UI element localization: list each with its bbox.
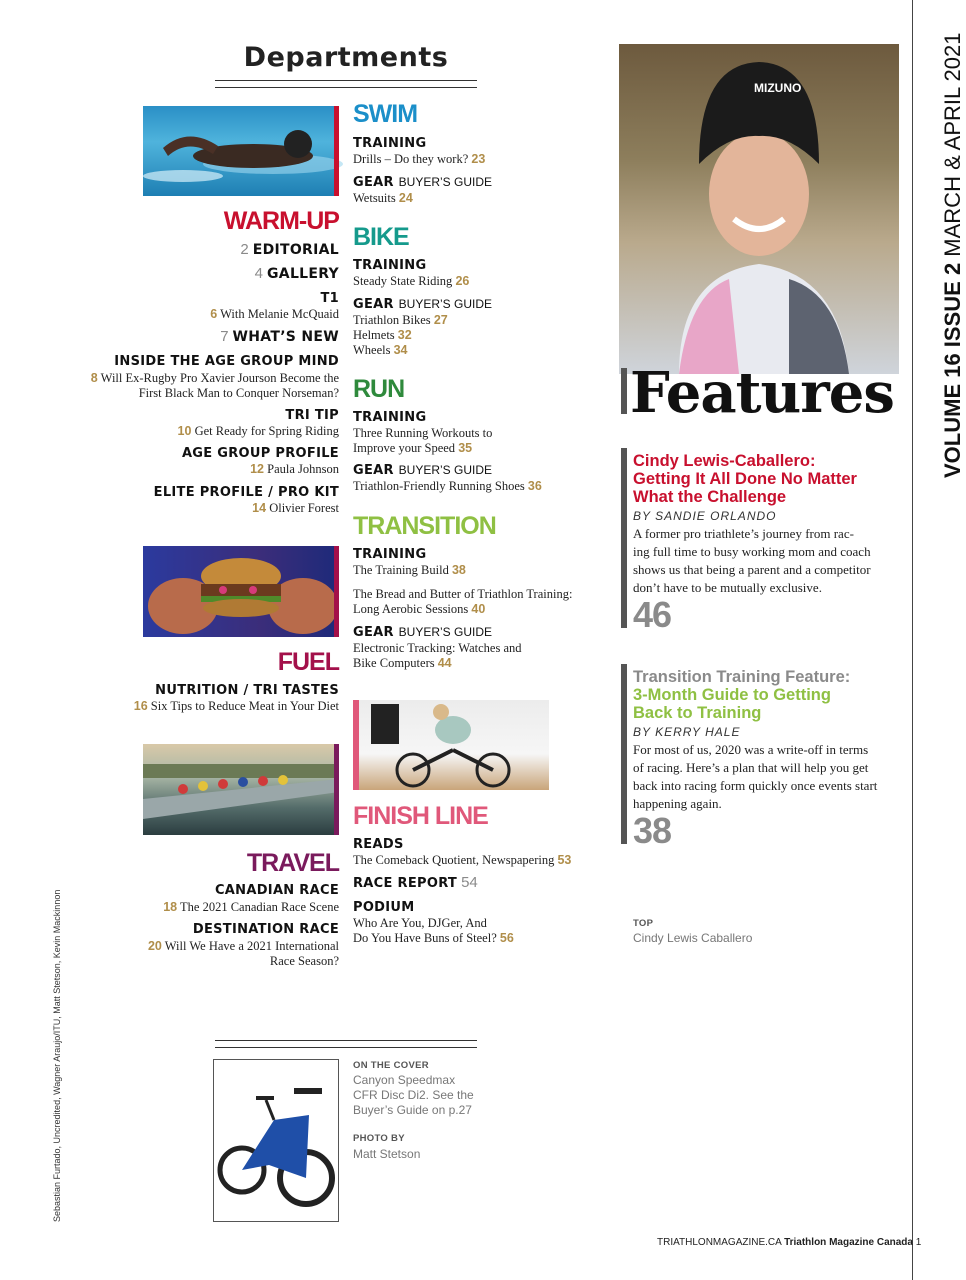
page-number: 54	[461, 874, 478, 891]
body-line: shows us that being a parent and a competitor	[633, 562, 871, 577]
page-number: 4	[254, 265, 264, 282]
elite-heading: ELITE PROFILE / PRO KIT	[153, 485, 339, 500]
photo-by-name: Matt Stetson	[353, 1147, 421, 1161]
destination-text: Race Season?	[269, 954, 339, 968]
item-text: Steady State Riding	[353, 274, 453, 288]
photo-by-label: PHOTO BY	[353, 1133, 405, 1144]
feature-2-body	[633, 741, 903, 813]
gallery-item[interactable]	[255, 265, 339, 283]
podium-item[interactable]	[353, 916, 514, 946]
warmup-heading: WARM-UP	[223, 207, 339, 235]
bike-gear-item[interactable]	[353, 343, 408, 358]
swim-start-photo	[143, 744, 339, 835]
page-number: 2	[240, 241, 249, 258]
feature-1-body	[633, 525, 903, 597]
editorial-label: EDITORIAL	[252, 242, 339, 258]
volume-label: VOLUME 16 ISSUE 2	[940, 262, 965, 478]
canadian-item[interactable]	[163, 900, 339, 915]
transition-training-item[interactable]	[353, 563, 466, 578]
elite-text: Olivier Forest	[269, 501, 339, 515]
swimmer-photo	[143, 106, 339, 196]
nutrition-text: Six Tips to Reduce Meat in Your Diet	[150, 699, 339, 713]
t1-heading: T1	[320, 291, 339, 306]
page-number: 36	[527, 479, 542, 493]
swim-start-illustration	[143, 744, 339, 835]
item-text: The Bread and Butter of Triathlon Training:	[353, 587, 573, 601]
buyers-guide-label: BUYER’S GUIDE	[398, 463, 493, 477]
features-heading: Features	[630, 360, 894, 426]
editorial-item[interactable]	[240, 241, 339, 259]
item-text: Bike Computers	[353, 656, 435, 670]
bike-gear-heading	[353, 297, 492, 312]
feature-1-title[interactable]	[633, 452, 857, 506]
page-number: 27	[433, 313, 448, 327]
t1-item[interactable]	[210, 307, 339, 322]
item-text: Long Aerobic Sessions	[353, 602, 469, 616]
section-bar	[334, 744, 339, 835]
feature-bar	[621, 664, 627, 844]
run-heading: RUN	[353, 375, 405, 403]
item-text: Triathlon-Friendly Running Shoes	[353, 479, 525, 493]
transition-training-heading: TRAINING	[353, 547, 427, 562]
page-number: 14	[252, 501, 267, 515]
t1-text: With Melanie McQuaid	[220, 307, 339, 321]
buyers-guide-label: BUYER’S GUIDE	[398, 625, 493, 639]
item-text: Triathlon Bikes	[353, 313, 431, 327]
section-bar	[334, 546, 339, 637]
page-number: 34	[393, 343, 408, 357]
item-text: Who Are You, DJGer, And	[353, 916, 487, 930]
swim-training-heading: TRAINING	[353, 136, 427, 151]
whatsnew-item[interactable]	[220, 328, 339, 346]
bike-gear-item[interactable]	[353, 328, 412, 343]
svg-text:MIZUNO: MIZUNO	[754, 81, 802, 95]
section-bar	[334, 106, 339, 196]
canadian-heading: CANADIAN RACE	[214, 883, 339, 898]
issue-date: MARCH & APRIL 2021	[940, 32, 965, 263]
agm-text: First Black Man to Conquer Norseman?	[138, 386, 339, 400]
run-training-item[interactable]	[353, 426, 492, 456]
feature-bar	[621, 448, 627, 628]
race-report-item[interactable]	[353, 874, 478, 892]
page-number: 26	[455, 274, 470, 288]
departments-title: Departments	[243, 42, 449, 73]
gear-label: GEAR	[353, 175, 394, 190]
page-edge-rule	[912, 0, 913, 1280]
bike-heading: BIKE	[353, 223, 409, 251]
feature-title-line: Cindy Lewis-Caballero:	[633, 452, 816, 470]
page-number: 38	[451, 563, 466, 577]
top-caption: Cindy Lewis Caballero	[633, 931, 753, 945]
run-gear-item[interactable]	[353, 479, 542, 494]
swim-gear-heading	[353, 175, 492, 190]
footer-magazine: Triathlon Magazine Canada	[784, 1237, 913, 1248]
title-rule	[215, 80, 477, 88]
features-bar	[621, 368, 627, 414]
cover-line: Canyon Speedmax	[353, 1073, 456, 1087]
page-number: 8	[90, 371, 98, 385]
body-line: A former pro triathlete’s journey from rac-	[633, 526, 854, 541]
destination-item[interactable]	[148, 939, 339, 969]
item-text: Drills – Do they work?	[353, 152, 469, 166]
burger-photo	[143, 546, 339, 637]
buyers-guide-label: BUYER’S GUIDE	[398, 297, 493, 311]
nutrition-item[interactable]	[134, 699, 339, 714]
swim-training-item[interactable]	[353, 152, 485, 167]
item-text: Improve your Speed	[353, 441, 456, 455]
run-training-heading: TRAINING	[353, 410, 427, 425]
item-text: Wheels	[353, 343, 391, 357]
transition-gear-heading	[353, 625, 492, 640]
page-number: 35	[458, 441, 473, 455]
bike-illustration	[214, 1060, 338, 1221]
agm-text: Will Ex-Rugby Pro Xavier Jourson Become the	[100, 371, 339, 385]
indoor-cycling-photo	[353, 700, 549, 790]
item-text: Do You Have Buns of Steel?	[353, 931, 497, 945]
travel-heading: TRAVEL	[246, 849, 339, 877]
agp-text: Paula Johnson	[267, 462, 339, 476]
athlete-portrait	[619, 44, 899, 374]
cyclist-illustration	[353, 700, 549, 790]
feature-2-page[interactable]: 38	[633, 810, 672, 851]
feature-1-byline: BY SANDIE ORLANDO	[633, 509, 777, 523]
page-number: 10	[177, 424, 192, 438]
feature-title-line: What the Challenge	[633, 488, 787, 506]
swimmer-illustration	[143, 106, 339, 196]
bike-gear-item[interactable]	[353, 313, 448, 328]
feature-title-line: Transition Training Feature:	[633, 668, 851, 686]
feature-title-line: 3-Month Guide to Getting	[633, 686, 831, 704]
reads-item[interactable]	[353, 853, 571, 868]
destination-text: Will We Have a 2021 International	[164, 939, 339, 953]
item-text: The Training Build	[353, 563, 449, 577]
cover-bike-photo	[213, 1059, 339, 1222]
body-line: of racing. Here’s a plan that will help you get	[633, 760, 869, 775]
gear-label: GEAR	[353, 625, 394, 640]
nutrition-heading: NUTRITION / TRI TASTES	[155, 683, 339, 698]
cover-rule	[215, 1040, 477, 1048]
body-line: ing full time to busy working mom and coach	[633, 544, 871, 559]
whatsnew-label: WHAT’S NEW	[232, 329, 339, 345]
page-number: 7	[220, 328, 229, 345]
agm-heading: INSIDE THE AGE GROUP MIND	[114, 354, 339, 369]
issue-vertical	[940, 33, 966, 478]
feature-title-line: Back to Training	[633, 704, 762, 722]
body-line: happening again.	[633, 796, 722, 811]
feature-2-byline: BY KERRY HALE	[633, 725, 741, 739]
page-number: 53	[557, 853, 572, 867]
body-line: back into racing form quickly once events start	[633, 778, 878, 793]
canadian-text: The 2021 Canadian Race Scene	[180, 900, 339, 914]
buyers-guide-label: BUYER’S GUIDE	[398, 175, 493, 189]
transition-training-item[interactable]	[353, 587, 572, 617]
footer	[657, 1237, 921, 1248]
page-number: 16	[133, 699, 148, 713]
gear-label: GEAR	[353, 463, 394, 478]
cover-text	[353, 1073, 474, 1118]
cover-line: Buyer’s Guide on p.27	[353, 1103, 472, 1117]
cover-line: CFR Disc Di2. See the	[353, 1088, 474, 1102]
transition-heading: TRANSITION	[353, 512, 496, 540]
elite-item[interactable]	[252, 501, 339, 516]
agm-item[interactable]	[91, 371, 339, 401]
cover-label: ON THE COVER	[353, 1060, 429, 1071]
feature-2-title[interactable]	[633, 668, 850, 722]
reads-heading: READS	[353, 837, 404, 852]
bike-training-heading: TRAINING	[353, 258, 427, 273]
page-number: 40	[471, 602, 486, 616]
item-text: Three Running Workouts to	[353, 426, 493, 440]
page-number: 6	[210, 307, 218, 321]
cover-athlete-photo	[619, 44, 899, 374]
feature-1-page[interactable]: 46	[633, 594, 672, 635]
feature-title-line: Getting It All Done No Matter	[633, 470, 857, 488]
transition-gear-item[interactable]	[353, 641, 522, 671]
burger-illustration	[143, 546, 339, 637]
tritip-heading: TRI TIP	[285, 408, 339, 423]
run-gear-heading	[353, 463, 492, 478]
destination-heading: DESTINATION RACE	[192, 922, 339, 937]
page-number: 12	[250, 462, 264, 476]
swim-gear-item[interactable]	[353, 191, 413, 206]
body-line: For most of us, 2020 was a write-off in terms	[633, 742, 869, 757]
footer-site[interactable]: TRIATHLONMAGAZINE.CA	[657, 1237, 782, 1248]
fuel-heading: FUEL	[277, 648, 339, 676]
tritip-text: Get Ready for Spring Riding	[194, 424, 339, 438]
podium-heading: PODIUM	[353, 900, 415, 915]
page-number: 24	[398, 191, 413, 205]
page-number: 18	[163, 900, 178, 914]
item-text: Helmets	[353, 328, 395, 342]
body-line: don’t have to be mutually exclusive.	[633, 580, 822, 595]
gear-label: GEAR	[353, 297, 394, 312]
top-label: TOP	[633, 918, 654, 929]
footer-page-number: 1	[915, 1237, 922, 1248]
section-bar	[353, 700, 359, 790]
page-number: 56	[499, 931, 514, 945]
agp-heading: AGE GROUP PROFILE	[181, 446, 339, 461]
item-text: Electronic Tracking: Watches and	[353, 641, 522, 655]
item-text: The Comeback Quotient, Newspapering	[353, 853, 555, 867]
race-report-label: RACE REPORT	[353, 876, 458, 891]
page-number: 32	[397, 328, 412, 342]
photo-credits: Sebastian Furtado, Uncredited, Wagner Araujo/ITU, Matt Stetson, Kevin Mackinnon	[52, 889, 62, 1222]
page-number: 44	[437, 656, 452, 670]
agp-item[interactable]	[250, 462, 339, 477]
finishline-heading: FINISH LINE	[353, 802, 488, 830]
tritip-item[interactable]	[178, 424, 339, 439]
page-number: 20	[147, 939, 162, 953]
bike-training-item[interactable]	[353, 274, 469, 289]
page-number: 23	[471, 152, 486, 166]
swim-heading: SWIM	[353, 100, 418, 128]
gallery-label: GALLERY	[267, 266, 339, 282]
item-text: Wetsuits	[353, 191, 396, 205]
